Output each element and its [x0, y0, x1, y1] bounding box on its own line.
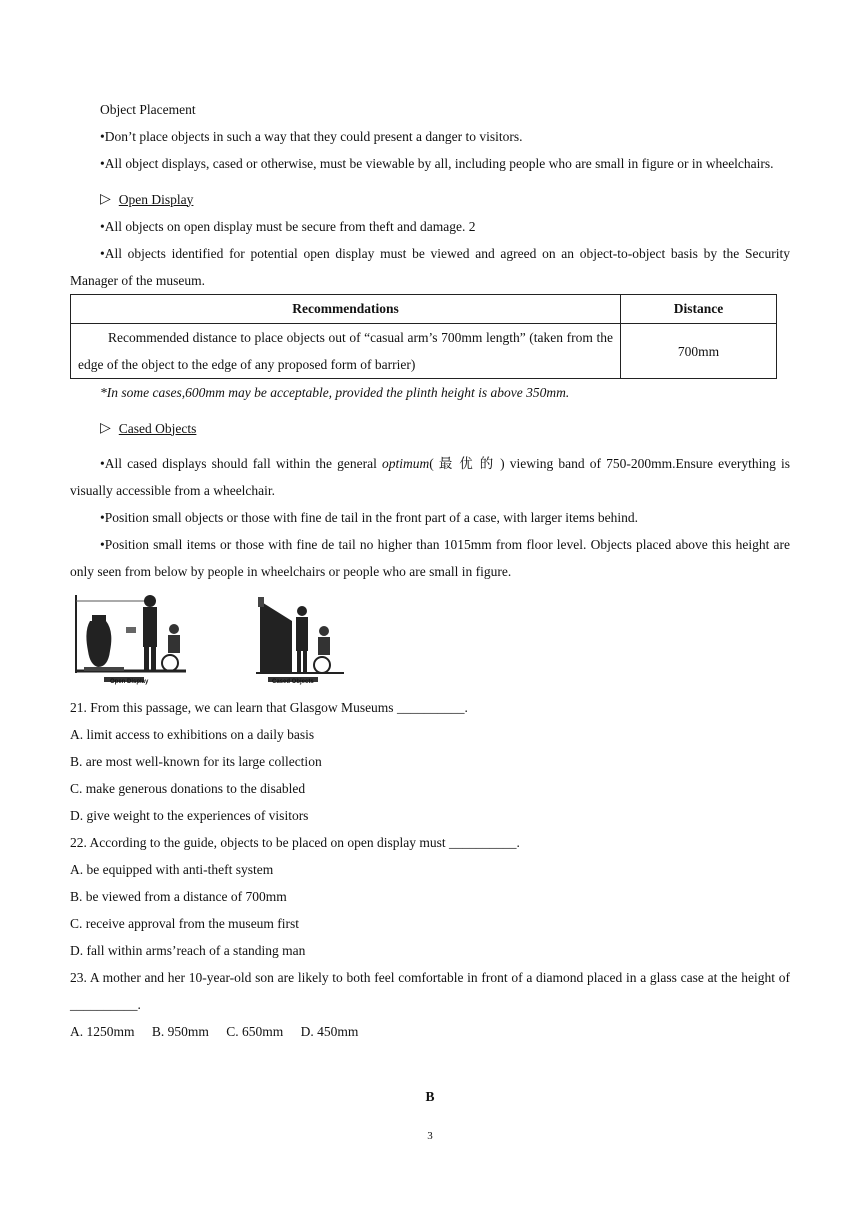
cased-objects-bullet-1	[70, 450, 790, 504]
question-23-stem: 23. A mother and her 10-year-old son are likely to both feel comfortable in front of a diamond placed in a glass case at the height of __________.	[70, 970, 790, 1012]
object-placement-bullet-2: •All object displays, cased or otherwise, must be viewable by all, including people who are small in figure or in wheelchairs.	[100, 156, 774, 171]
triangle-marker-icon: ▷	[100, 421, 111, 436]
cased-objects-bullet-2: •Position small objects or those with fine de tail in the front part of a case, with larger items behind.	[100, 510, 638, 525]
question-23-option-d: D. 450mm	[300, 1024, 359, 1039]
section-label: B	[425, 1089, 435, 1104]
table-header-row	[71, 295, 777, 324]
figures-row	[70, 591, 790, 691]
bullet-text: ( 最 优 的 ) viewing band of 750-200mm.Ensure everything is visually accessible from a wheelchair.	[70, 456, 790, 498]
open-display-bullet-1: •All objects on open display must be secure from theft and damage. 2	[100, 219, 476, 234]
object-placement-bullet-1: •Don’t place objects in such a way that they could present a danger to visitors.	[100, 129, 523, 144]
open-display-illustration	[70, 591, 190, 689]
object-placement-heading: Object Placement	[100, 102, 196, 117]
cased-objects-heading: Cased Objects	[118, 420, 197, 436]
question-22-stem: 22. According to the guide, objects to be placed on open display must __________.	[70, 835, 520, 850]
question-21-option-d: D. give weight to the experiences of visitors	[70, 808, 309, 823]
bullet-text: •All cased displays should fall within the general	[100, 456, 383, 471]
question-22-option-a: A. be equipped with anti-theft system	[70, 862, 274, 877]
question-23-option-a: A. 1250mm	[70, 1024, 135, 1039]
table-cell-recommendation: Recommended distance to place objects out of “casual arm’s 700mm length” (taken from the edge of the object to the edge of any proposed form of barrier)	[71, 324, 621, 379]
table-header-recommendations: Recommendations	[71, 295, 621, 324]
cased-objects-heading-row	[70, 415, 790, 442]
questions-block	[70, 694, 790, 1045]
table-row	[71, 324, 777, 379]
question-21-option-b: B. are most well-known for its large collection	[70, 754, 322, 769]
cased-objects-caption: Cased Objects	[272, 679, 314, 685]
optimum-term: optimum	[382, 456, 430, 471]
question-22-option-b: B. be viewed from a distance of 700mm	[70, 889, 287, 904]
document-page	[70, 96, 790, 1045]
open-display-figure	[70, 591, 190, 689]
question-21-option-a: A. limit access to exhibitions on a daily basis	[70, 727, 315, 742]
question-21-option-c: C. make generous donations to the disabled	[70, 781, 306, 796]
open-display-heading-row	[70, 186, 790, 213]
question-22-option-d: D. fall within arms’reach of a standing man	[70, 943, 306, 958]
open-display-caption: Open Display	[110, 679, 149, 685]
table-note: *In some cases,600mm may be acceptable, provided the plinth height is above 350mm.	[100, 385, 570, 400]
triangle-marker-icon: ▷	[100, 192, 111, 207]
cased-objects-bullet-3: •Position small items or those with fine de tail no higher than 1015mm from floor level. Objects placed above this height are only seen from below by people in wheelchairs or people who are small in figure.	[70, 537, 790, 579]
open-display-heading: Open Display	[118, 191, 194, 207]
recommendations-table	[70, 294, 777, 379]
cased-objects-illustration	[252, 591, 348, 689]
question-22-option-c: C. receive approval from the museum first	[70, 916, 300, 931]
open-display-bullet-2: •All objects identified for potential open display must be viewed and agreed on an object-to-object basis by the Security Manager of the museum.	[70, 246, 790, 288]
question-23-options	[70, 1018, 790, 1045]
page-number: 3	[427, 1130, 433, 1142]
table-cell-distance: 700mm	[621, 324, 777, 379]
question-23-option-b: B. 950mm	[151, 1024, 209, 1039]
table-header-distance: Distance	[621, 295, 777, 324]
question-23-option-c: C. 650mm	[226, 1024, 284, 1039]
cased-objects-figure	[252, 591, 348, 689]
question-21-stem: 21. From this passage, we can learn that Glasgow Museums __________.	[70, 700, 468, 715]
